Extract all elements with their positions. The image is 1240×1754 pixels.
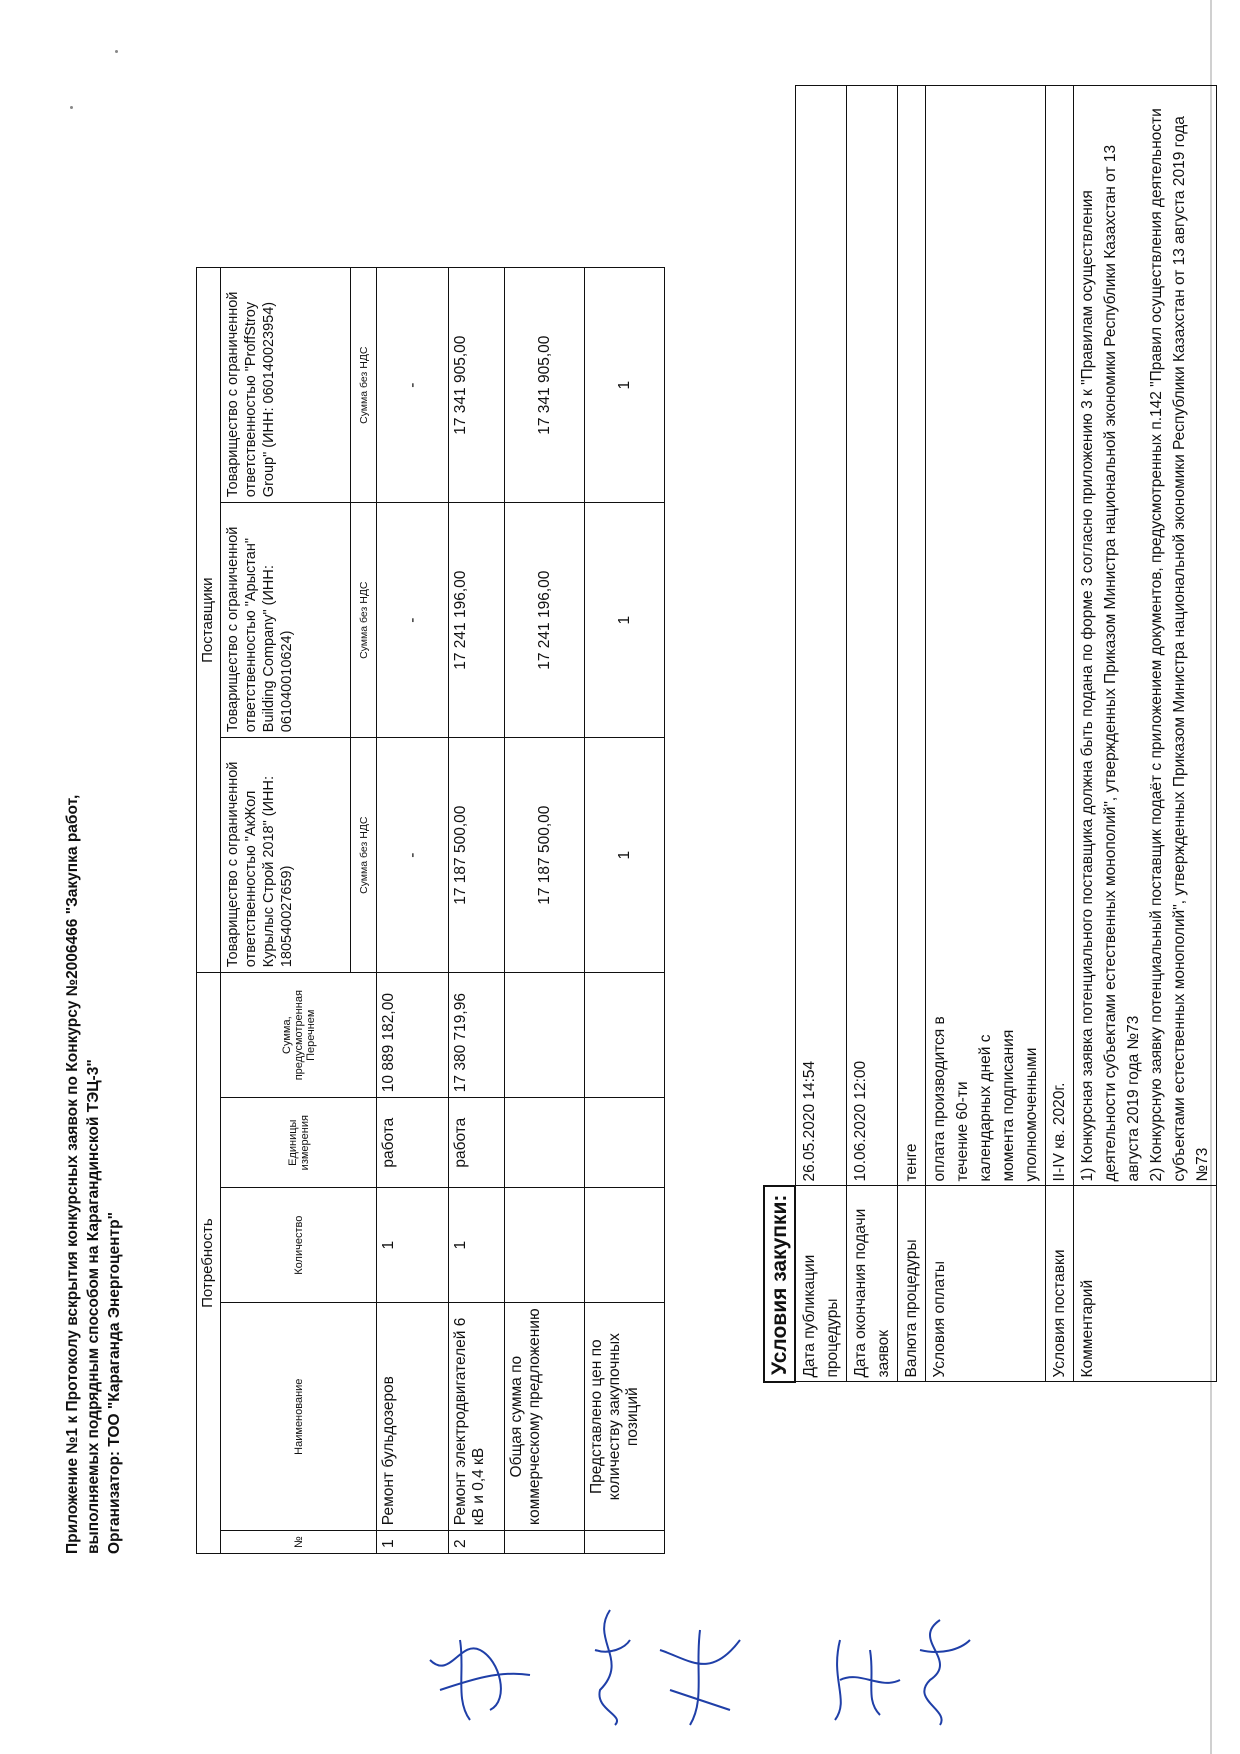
terms-row [926, 86, 1046, 1382]
supplier-2-header: Товарищество с ограниченной ответственностью "Арыстан" Building Company" (ИНН: 061040010624) [221, 503, 351, 738]
terms-label: Дата публикации процедуры [795, 1186, 847, 1382]
terms-row [1046, 86, 1074, 1382]
terms-label: Условия оплаты [926, 1186, 1046, 1382]
total-label: Общая сумма по коммерческому предложению [505, 1303, 585, 1531]
row-supplier-3: 17 341 905,00 [449, 268, 505, 503]
terms-label: Условия поставки [1046, 1186, 1074, 1382]
col-name-header: Наименование [221, 1303, 377, 1531]
count-label: Представлено цен по количеству закупочных позиций [585, 1303, 665, 1531]
signature-4 [820, 1620, 910, 1730]
count-supplier-3: 1 [585, 268, 665, 503]
supplier-1-header: Товарищество с ограниченной ответственностью "АкЖол Курылыс Строй 2018" (ИНН: 180540027659) [221, 738, 351, 973]
terms-row [1074, 86, 1217, 1382]
terms-value: тенге [898, 86, 926, 1186]
group-suppliers: Поставщики [197, 268, 221, 973]
row-supplier-1: - [377, 738, 449, 973]
terms-label: Валюта процедуры [898, 1186, 926, 1382]
document-header [62, 795, 125, 1554]
count-row [585, 268, 665, 1554]
row-name: Ремонт электродвигателей 6 кВ и 0,4 кВ [449, 1303, 505, 1531]
row-qty: 1 [377, 1188, 449, 1303]
total-supplier-3: 17 341 905,00 [505, 268, 585, 503]
row-supplier-2: 17 241 196,00 [449, 503, 505, 738]
terms-label: Комментарий [1074, 1186, 1217, 1382]
signature-1 [420, 1620, 540, 1730]
total-supplier-2: 17 241 196,00 [505, 503, 585, 738]
terms-row [795, 86, 847, 1382]
col-sum-header: Сумма, предусмотренная Перечнем [221, 973, 377, 1098]
terms-value: 10.06.2020 12:00 [847, 86, 898, 1186]
col-unit-header: Единицы измерения [221, 1098, 377, 1188]
header-line-3: Организатор: ТОО "Караганда Энергоцентр" [106, 1212, 123, 1554]
signature-2 [580, 1600, 640, 1730]
supplier-3-header: Товарищество с ограниченной ответственностью "ProffStroy Group" (ИНН: 060140023954) [221, 268, 351, 503]
count-supplier-1: 1 [585, 738, 665, 973]
terms-row [847, 86, 898, 1382]
comment-2: 2) Конкурсную заявку потенциальный поставщик подаёт с приложением документов, предусмотренных п.142 "Правил осуществления деятельности субъектами естественных монополий", утвержденных Приказом Министра национальной экономики Республики Казахстан от 13 августа 2019 года №73 [1148, 108, 1211, 1182]
table-row [377, 268, 449, 1554]
row-sum: 17 380 719,96 [449, 973, 505, 1098]
total-row [505, 268, 585, 1554]
terms-value [1074, 86, 1217, 1186]
total-supplier-1: 17 187 500,00 [505, 738, 585, 973]
header-line-2: выполняемых подрядным способом на Карагандинской ТЭЦ-3" [85, 1059, 102, 1554]
supplier-1-sum-label: Сумма без НДС [351, 738, 377, 973]
row-qty: 1 [449, 1188, 505, 1303]
terms-value: оплата производится в течение 60-ти календарных дней с момента подписания уполномоченными [926, 86, 1046, 1186]
comment-1: 1) Конкурсная заявка потенциального поставщика должна быть подана по форме 3 согласно приложению 3 к "Правилам осуществления деятельности субъектами естественных монополий", утвержденных Приказом Министра национальной экономики Республики Казахстан от 13 августа 2019 года №73 [1079, 144, 1142, 1182]
group-need: Потребность [197, 973, 221, 1554]
row-num: 1 [377, 1531, 449, 1554]
row-num: 2 [449, 1531, 505, 1554]
col-num-header: № [221, 1531, 377, 1554]
supplier-3-sum-label: Сумма без НДС [351, 268, 377, 503]
row-supplier-1: 17 187 500,00 [449, 738, 505, 973]
terms-value: 26.05.2020 14:54 [795, 86, 847, 1186]
signature-5 [900, 1610, 980, 1730]
signature-3 [650, 1620, 750, 1730]
col-qty-header: Количество [221, 1188, 377, 1303]
row-unit: работа [449, 1098, 505, 1188]
terms-title: Условия закупки: [764, 1186, 795, 1382]
row-sum: 10 889 182,00 [377, 973, 449, 1098]
row-name: Ремонт бульдозеров [377, 1303, 449, 1531]
procurement-terms-table [763, 86, 1217, 1384]
row-supplier-2: - [377, 503, 449, 738]
row-unit: работа [377, 1098, 449, 1188]
header-line-1: Приложение №1 к Протоколу вскрытия конкурсных заявок по Конкурсу №2006466 "Закупка работ, [64, 794, 81, 1554]
terms-row [898, 86, 926, 1382]
terms-value: II-IV кв. 2020г. [1046, 86, 1074, 1186]
supplier-2-sum-label: Сумма без НДС [351, 503, 377, 738]
terms-label: Дата окончания подачи заявок [847, 1186, 898, 1382]
bids-table [196, 267, 665, 1554]
count-supplier-2: 1 [585, 503, 665, 738]
row-supplier-3: - [377, 268, 449, 503]
table-row [449, 268, 505, 1554]
